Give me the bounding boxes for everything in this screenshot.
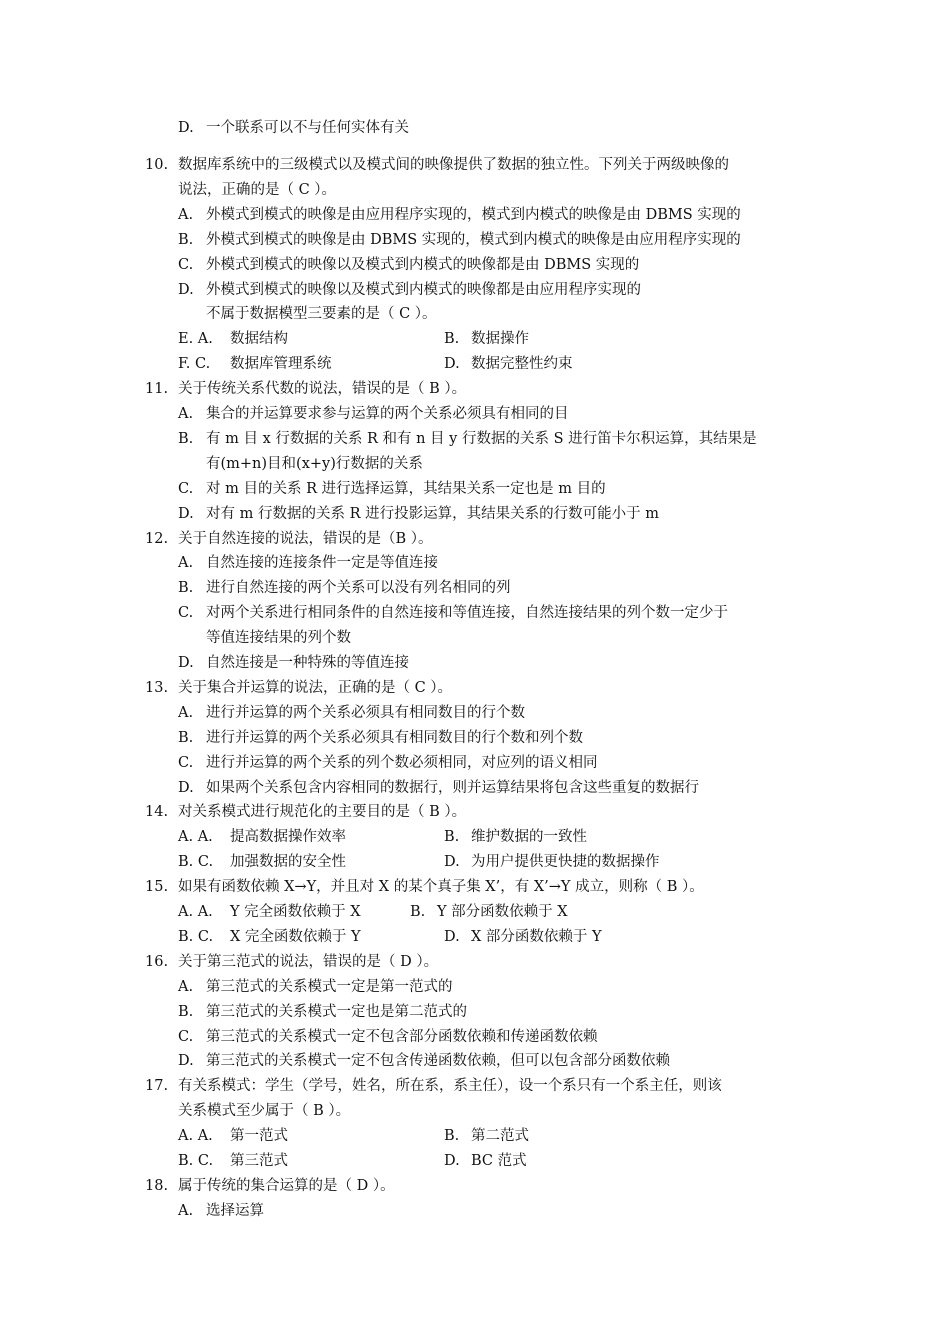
- question-stem: 关于传统关系代数的说法，错误的是（ B ）。: [178, 381, 467, 398]
- question-stem: 如果有函数依赖 X→Y，并且对 X 的某个真子集 X’，有 X’→Y 成立，则称（ B ）。: [178, 879, 704, 896]
- option-label: A.: [178, 406, 194, 422]
- option-label: B.: [178, 231, 194, 248]
- question-stem: 说法，正确的是（ C ）。: [178, 181, 337, 198]
- option-label: C.: [178, 256, 194, 273]
- question-stem: 关于自然连接的说法，错误的是（B ）。: [178, 530, 433, 547]
- option-label: B.: [178, 1003, 194, 1020]
- option-text: 自然连接是一种特殊的等值连接: [206, 655, 409, 671]
- option-label: C.: [178, 480, 194, 497]
- option-text: 第三范式的关系模式一定也是第二范式的: [206, 1003, 467, 1020]
- option-text: 集合的并运算要求参与运算的两个关系必须具有相同的目: [206, 406, 569, 422]
- option-label: D.: [178, 505, 194, 522]
- option-label: B.: [178, 580, 194, 597]
- question-number: 18.: [145, 1177, 169, 1194]
- option-text: 自然连接的连接条件一定是等值连接: [206, 555, 438, 572]
- option-text: 数据操作: [471, 331, 529, 348]
- option-label: A. A.: [178, 829, 213, 846]
- option-label: B.: [444, 829, 460, 846]
- option-text: 第一范式: [230, 1128, 288, 1145]
- option-text: 进行并运算的两个关系必须具有相同数目的行个数: [206, 704, 525, 721]
- option-text: 外模式到模式的映像是由应用程序实现的，模式到内模式的映像是由 DBMS 实现的: [206, 206, 741, 223]
- option-label: A.: [178, 555, 194, 572]
- option-label: A. A.: [178, 904, 213, 920]
- option-label: B. C.: [178, 928, 214, 945]
- question-number: 17.: [145, 1078, 169, 1095]
- option-text: 维护数据的一致性: [471, 829, 587, 846]
- question-stem: 属于传统的集合运算的是（ D ）。: [178, 1177, 395, 1194]
- option-label: B.: [444, 331, 460, 348]
- option-label: A. A.: [178, 1128, 213, 1145]
- question-number: 11.: [145, 381, 169, 398]
- option-label: A.: [178, 978, 194, 995]
- question-stem: 关于集合并运算的说法，正确的是（ C ）。: [178, 679, 453, 696]
- option-label: A.: [178, 704, 194, 721]
- option-text: 加强数据的安全性: [230, 854, 346, 871]
- question-number: 16.: [145, 953, 169, 970]
- question-number: 13.: [145, 679, 169, 696]
- option-label: C.: [178, 605, 194, 622]
- option-text: 进行并运算的两个关系的列个数必须相同，对应列的语义相同: [206, 754, 598, 771]
- question-stem: 有关系模式：学生（学号，姓名，所在系，系主任），设一个系只有一个系主任，则该: [178, 1078, 722, 1095]
- option-label: E. A.: [178, 331, 213, 348]
- question-number: 10.: [145, 157, 169, 173]
- option-label: C.: [178, 1028, 194, 1045]
- option-text: 数据结构: [230, 331, 288, 348]
- question-number: 12.: [145, 530, 169, 547]
- option-text: 数据完整性约束: [471, 356, 573, 373]
- option-text: 第三范式: [230, 1153, 288, 1169]
- option-text: 第三范式的关系模式一定不包含传递函数依赖，但可以包含部分函数依赖: [206, 1053, 670, 1070]
- question-number: 14.: [145, 804, 169, 821]
- option-label: D.: [444, 854, 460, 871]
- option-label: B.: [410, 904, 426, 920]
- option-text: 外模式到模式的映像以及模式到内模式的映像都是由应用程序实现的: [206, 281, 641, 298]
- question-stem: 关系模式至少属于（ B ）。: [178, 1103, 351, 1120]
- option-text: 进行并运算的两个关系必须具有相同数目的行个数和列个数: [206, 729, 583, 746]
- option-text: 提高数据操作效率: [230, 829, 346, 846]
- option-text: 外模式到模式的映像以及模式到内模式的映像都是由 DBMS 实现的: [206, 256, 640, 273]
- option-text: BC 范式: [471, 1153, 527, 1169]
- option-label: D.: [444, 928, 460, 945]
- question-number: 15.: [145, 879, 169, 896]
- option-label: F. C.: [178, 356, 211, 373]
- option-label: D.: [178, 655, 194, 671]
- option-text: 如果两个关系包含内容相同的数据行，则并运算结果将包含这些重复的数据行: [206, 779, 699, 796]
- option-text: 外模式到模式的映像是由 DBMS 实现的，模式到内模式的映像是由应用程序实现的: [206, 231, 741, 248]
- option-label: D.: [178, 281, 194, 298]
- option-text: 数据库管理系统: [230, 356, 332, 373]
- option-label: D.: [178, 1053, 194, 1070]
- option-text: 第二范式: [471, 1128, 529, 1145]
- option-text: Y 完全函数依赖于 X: [230, 904, 361, 920]
- option-text: X 完全函数依赖于 Y: [230, 928, 361, 945]
- option-text: 对有 m 行数据的关系 R 进行投影运算，其结果关系的行数可能小于 m: [206, 505, 659, 522]
- option-text: 对 m 目的关系 R 进行选择运算，其结果关系一定也是 m 目的: [206, 480, 606, 497]
- option-label: B.: [444, 1128, 460, 1145]
- option-text: 一个联系可以不与任何实体有关: [206, 120, 409, 136]
- option-label: D.: [444, 356, 460, 373]
- option-text: 对两个关系进行相同条件的自然连接和等值连接，自然连接结果的列个数一定少于: [206, 605, 728, 622]
- option-text: 第三范式的关系模式一定不包含部分函数依赖和传递函数依赖: [206, 1028, 598, 1045]
- question-stem: 对关系模式进行规范化的主要目的是（ B ）。: [178, 804, 467, 821]
- option-label: A.: [178, 206, 194, 223]
- option-text: 进行自然连接的两个关系可以没有列名相同的列: [206, 580, 511, 597]
- option-text: Y 部分函数依赖于 X: [437, 904, 568, 920]
- option-label: A.: [178, 1202, 194, 1219]
- option-label: B.: [178, 729, 194, 746]
- question-stem: 数据库系统中的三级模式以及模式间的映像提供了数据的独立性。下列关于两级映像的: [178, 157, 729, 173]
- option-text: 为用户提供更快捷的数据操作: [471, 854, 660, 871]
- option-text-continued: 等值连接结果的列个数: [206, 630, 351, 647]
- option-label: D.: [444, 1153, 460, 1169]
- question-stem: 不属于数据模型三要素的是（ C ）。: [206, 306, 437, 323]
- option-text-continued: 有(m+n)目和(x+y)行数据的关系: [206, 455, 423, 472]
- option-text: 第三范式的关系模式一定是第一范式的: [206, 978, 453, 995]
- option-text: 选择运算: [206, 1202, 264, 1219]
- option-label: B. C.: [178, 854, 214, 871]
- option-label: B. C.: [178, 1153, 214, 1169]
- option-label: D.: [178, 120, 194, 136]
- option-text: X 部分函数依赖于 Y: [471, 928, 602, 945]
- question-stem: 关于第三范式的说法，错误的是（ D ）。: [178, 953, 439, 970]
- option-text: 有 m 目 x 行数据的关系 R 和有 n 目 y 行数据的关系 S 进行笛卡尔积运算，其结果是: [206, 430, 757, 447]
- option-label: B.: [178, 430, 194, 447]
- option-label: D.: [178, 779, 194, 796]
- option-label: C.: [178, 754, 194, 771]
